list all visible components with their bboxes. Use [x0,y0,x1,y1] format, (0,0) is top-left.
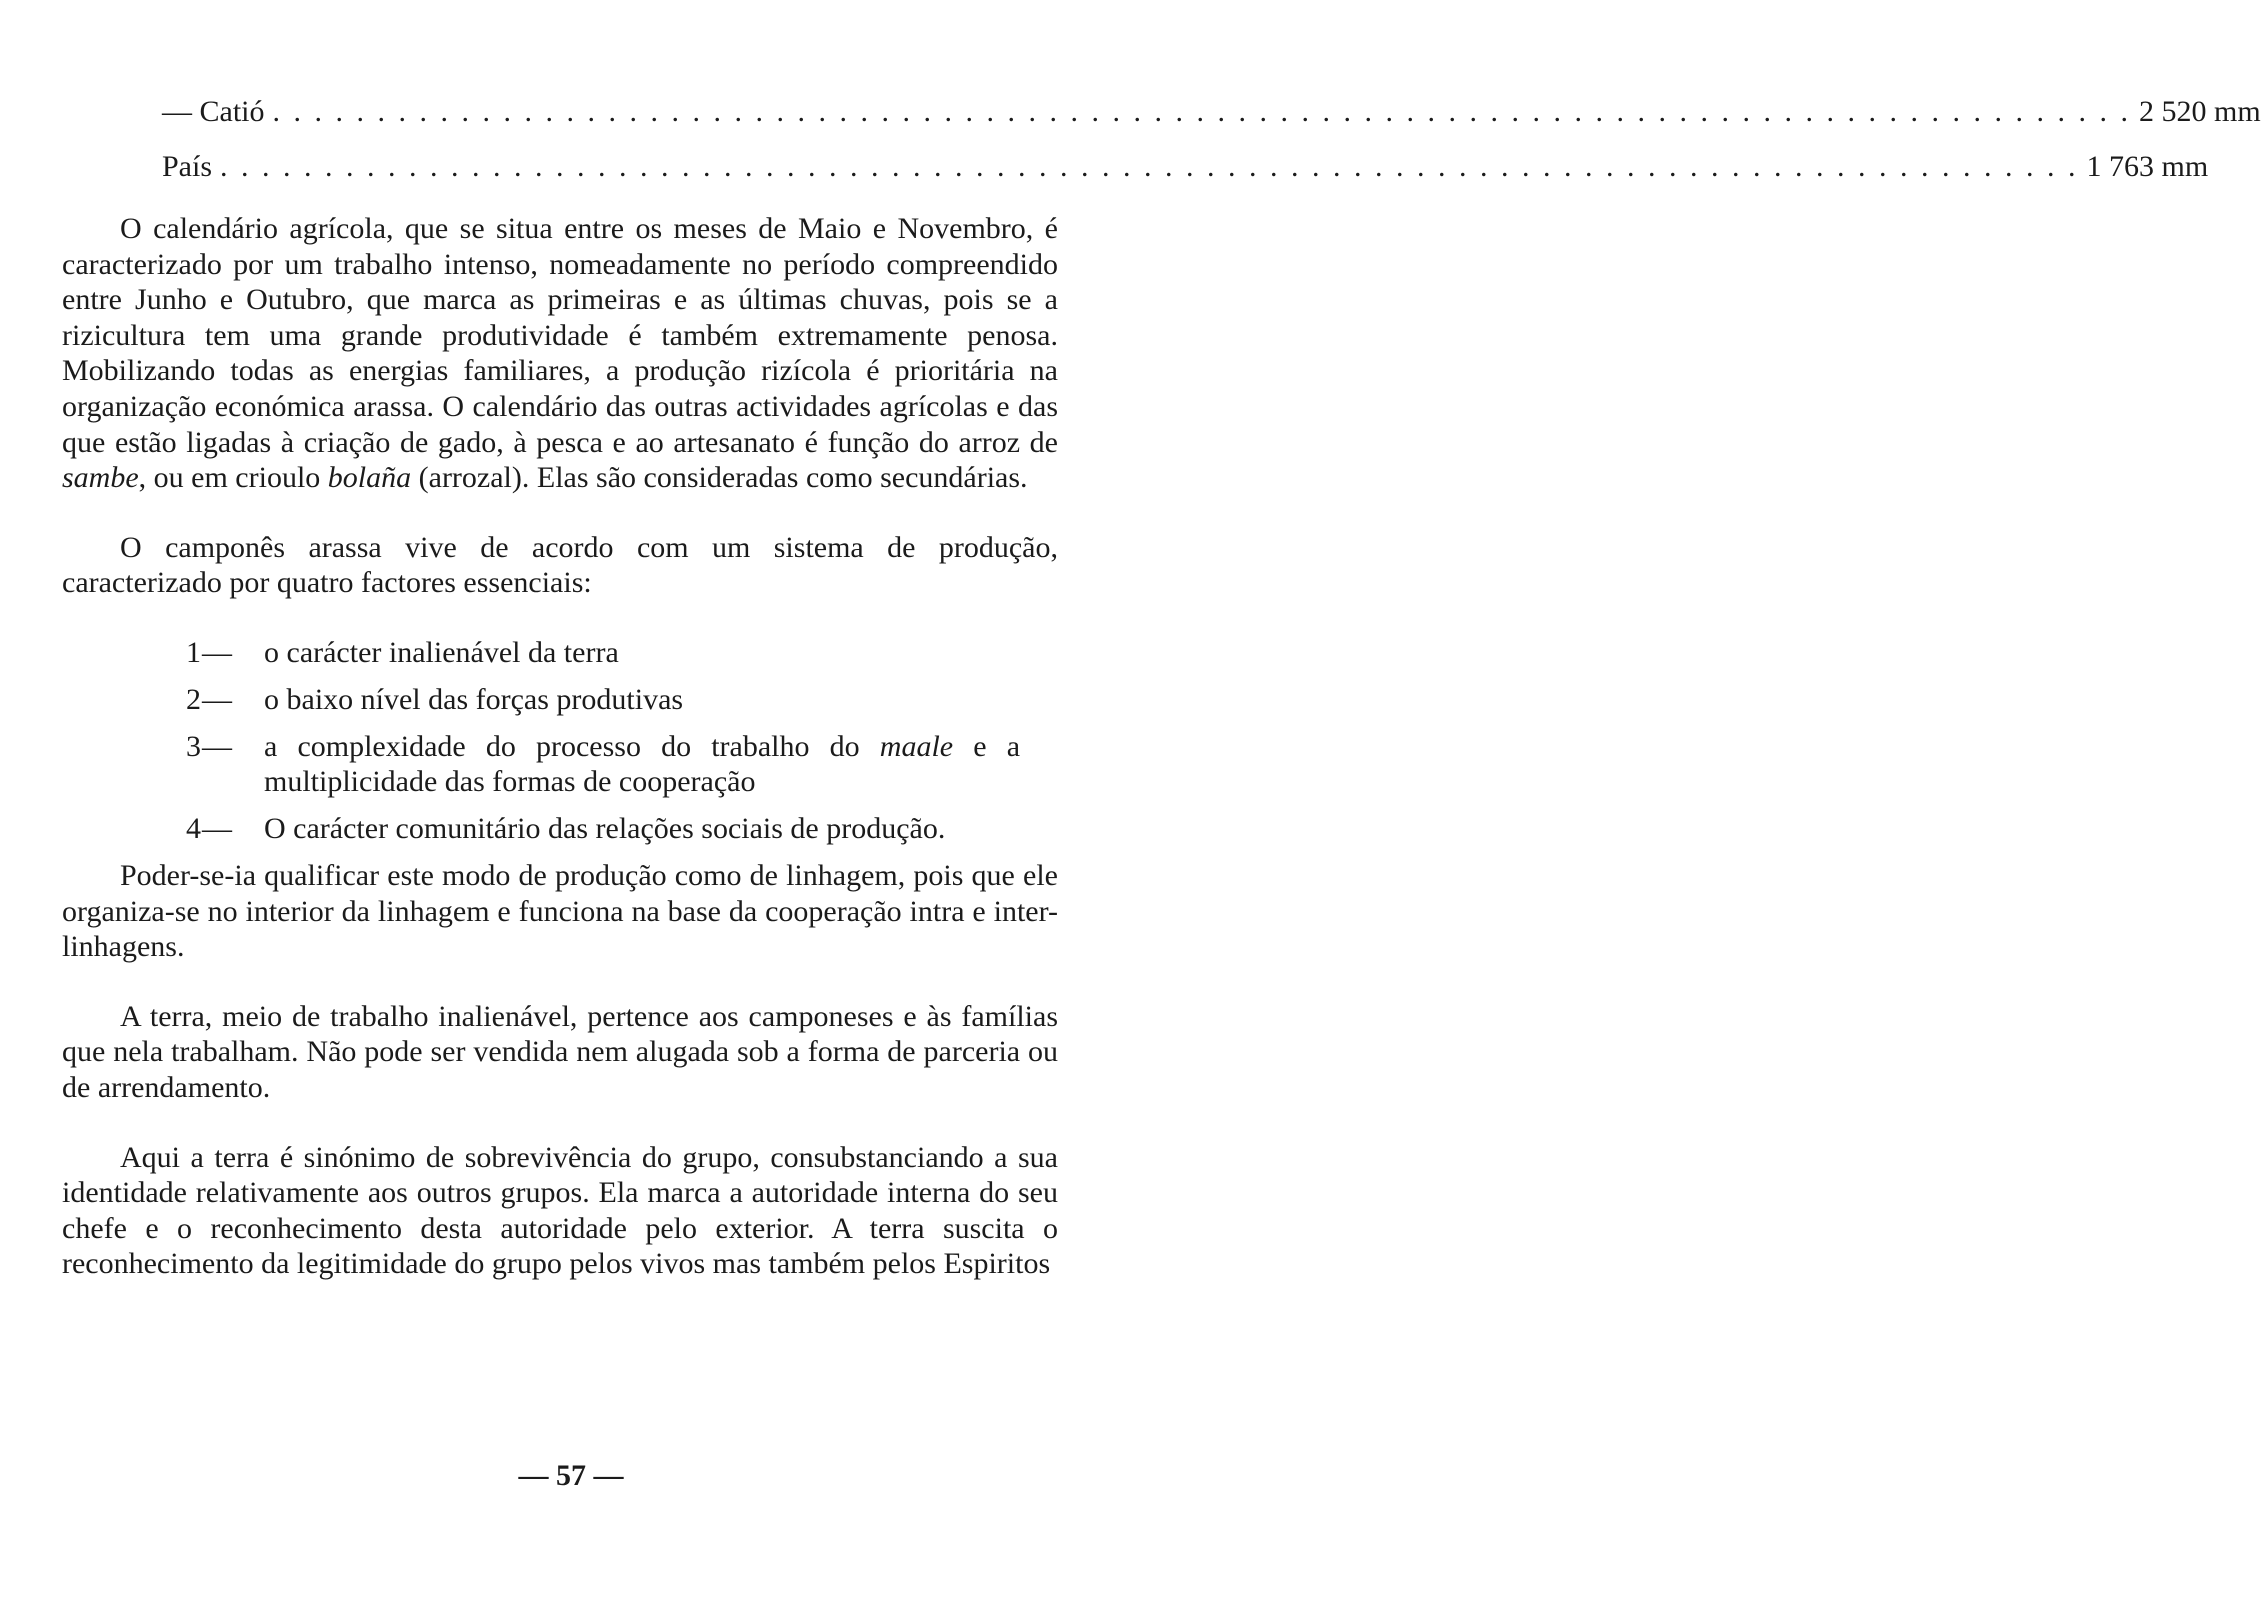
factor-text: a complexidade do processo do trabalho do maale e a multiplicidade das formas de cooperação [264,729,1021,798]
dot-leader: . . . . . . . . . . . . . . . . . . . . . . . . . . . . . . . . . . . . . . . . . . . . . . . . . . . . . . . . . . . . . . . . . . . . . . . . . . . . . . . . . . . . . . . . . [272,95,2131,128]
rainfall-table [162,92,2261,187]
italic-term: bolaña [327,461,412,495]
factor-number: 2 [186,682,201,716]
paragraph-land-inalienable: A terra, meio de trabalho inalienável, pertence aos camponeses e às famílias que nela trabalham. Não pode ser vendida nem alugada sob a forma de parceria ou de arrendamento. [62,999,1058,1104]
factor-text: o carácter inalienável da terra [264,635,619,669]
factor-dash: — [202,811,232,845]
italic-term: sambe [62,461,139,495]
factor-number: 1 [186,635,201,669]
paragraph-lineage-mode: Poder-se-ia qualificar este modo de produção como de linhagem, pois que ele organiza-se no interior da linhagem e funciona na base da cooperação intra e inter-linhagens. [62,858,1058,964]
factor-text: o baixo nível das forças produtivas [264,682,684,716]
factor-dash: — [202,635,232,669]
dot-leader: . . . . . . . . . . . . . . . . . . . . . . . . . . . . . . . . . . . . . . . . . . . . . . . . . . . . . . . . . . . . . . . . . . . . . . . . . . . . . . . . . . . . . . . . . [220,150,2079,183]
factor-item [62,635,1058,670]
factor-item [62,811,1058,846]
rainfall-value: 1 763 mm [2086,150,2209,183]
paragraph-production-system: O camponês arassa vive de acordo com um sistema de produção, caracterizado por quatro factores essenciais: [62,530,1058,600]
factor-dash: — [202,729,232,763]
paragraph-agricultural-calendar [62,211,1058,496]
rainfall-value: 2 520 mm [2139,95,2261,128]
factor-dash: — [202,682,232,716]
text-segment: , ou em crioulo [138,461,328,495]
factor-number: 4 [186,811,201,845]
rainfall-row-catio [162,92,2261,132]
rainfall-place: — Catió [162,95,265,128]
rainfall-row-pais [162,147,2209,187]
italic-term: maale [879,729,954,763]
factor-item [62,729,1058,799]
text-segment: O calendário agrícola, que se situa entre os meses de Maio e Novembro, é caracterizado por um trabalho intenso, nomeadamente no período compreendido entre Junho e Outubro, que marca as primeiras e as últimas chuvas, pois se a rizicultura tem uma grande produtividade é também extremamente penosa. Mobilizando todas as energias familiares, a produção rizícola é prioritária na organização económica arassa. O calendário das outras actividades agrícolas e das que estão ligadas à criação de gado, à pesca e ao artesanato é função do arroz de [62,212,1058,459]
factor-number: 3 [186,729,201,763]
document-page [62,92,2261,1282]
factor-text: O carácter comunitário das relações sociais de produção. [264,811,946,845]
paragraph-land-survival: Aqui a terra é sinónimo de sobrevivência do grupo, consubstanciando a sua identidade relativamente aos outros grupos. Ela marca a autoridade interna do seu chefe e o reconhecimento desta autoridade pelo exterior. A terra suscita o reconhecimento da legitimidade do grupo pelos vivos mas também pelos Espiritos [62,1140,1058,1281]
page-number: — 57 — [518,1459,624,1492]
rainfall-place: País [162,150,213,183]
text-segment: (arrozal). Elas são consideradas como secundárias. [411,461,1028,495]
factor-item [62,682,1058,717]
factors-list [62,635,1058,846]
